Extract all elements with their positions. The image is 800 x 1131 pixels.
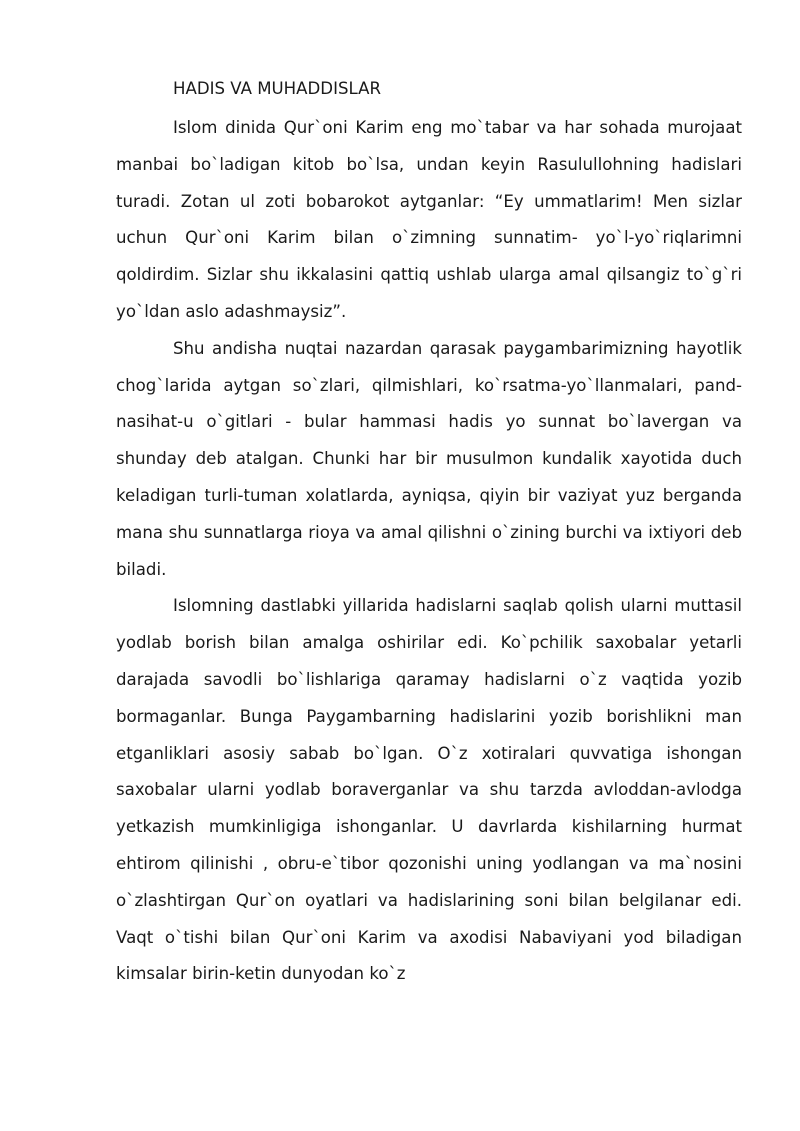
paragraph-1: Islom dinida Qur`oni Karim eng mo`tabar va har sohada murojaat manbai bo`ladigan kitob bo`lsa, undan keyin Rasulullohning hadislari turadi. Zotan ul zoti bobarokot aytganlar: “Ey ummatlarim! Men sizlar uchun Qur`oni Karim bilan o`zimning sunnatim- yo`l-yo`riqlarimni qoldirdim. Sizlar shu ikkalasini qattiq ushlab ularga amal qilsangiz to`g`ri yo`ldan aslo adashmaysiz”. bbox=[116, 118, 742, 321]
paragraph-3: Islomning dastlabki yillarida hadislarni saqlab qolish ularni muttasil yodlab borish bilan amalga oshirilar edi. Ko`pchilik saxobalar yetarli darajada savodli bo`lishlariga qaramay hadislarni o`z vaqtida yozib bormaganlar. Bunga Paygambarning hadislarini yozib borishlikni man etganliklari asosiy sabab bo`lgan. O`z xotiralari quvvatiga ishongan saxobalar ularni yodlab boraverganlar va shu tarzda avloddan-avlodga yetkazish mumkinligiga ishonganlar. U davrlarda kishilarning hurmat ehtirom qilinishi , obru-e`tibor qozonishi uning yodlangan va ma`nosini o`zlashtirgan Qur`on oyatlari va hadislarining soni bilan belgilanar edi. Vaqt o`tishi bilan Qur`oni Karim va axodisi Nabaviyani yod biladigan kimsalar birin-ketin dunyodan ko`z bbox=[116, 596, 742, 984]
document-title: HADIS VA MUHADDISLAR bbox=[173, 79, 382, 98]
document-page bbox=[116, 74, 742, 993]
paragraph-2: Shu andisha nuqtai nazardan qarasak paygambarimizning hayotlik chog`larida aytgan so`zlari, qilmishlari, ko`rsatma-yo`llanmalari, pand-nasihat-u o`gitlari - bular hammasi hadis yo sunnat bo`lavergan va shunday deb atalgan. Chunki har bir musulmon kundalik xayotida duch keladigan turli-tuman xolatlarda, ayniqsa, qiyin bir vaziyat yuz berganda mana shu sunnatlarga rioya va amal qilishni o`zining burchi va ixtiyori deb biladi. bbox=[116, 338, 742, 579]
document-body bbox=[116, 110, 742, 993]
